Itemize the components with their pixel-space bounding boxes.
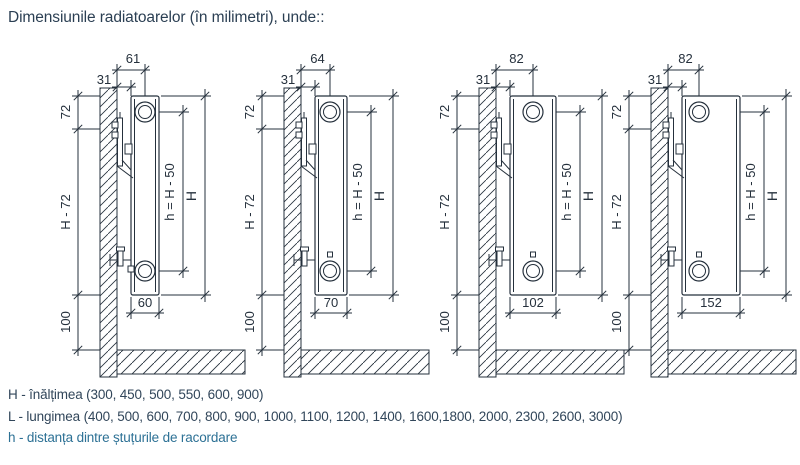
floor-section: [496, 350, 624, 374]
legend-port-distance-h: h - distanța dintre ștuțurile de racordare: [8, 430, 238, 445]
bottom-port-inner: [324, 265, 337, 278]
wall-section: [100, 88, 117, 377]
dim-label-total-height: H: [371, 190, 387, 202]
legend-height-H: H - înălțimea (300, 450, 500, 550, 600, 900): [8, 387, 264, 402]
bracket-clip: [309, 144, 316, 154]
dim-line: [501, 160, 510, 170]
bracket-knob: [663, 122, 669, 128]
valve-body: [669, 250, 674, 266]
dim-label-top-width: 82: [678, 51, 693, 66]
bracket-knob: [663, 132, 669, 138]
bracket-knob: [296, 132, 302, 138]
dim-label-upper-height: H - 72: [58, 194, 73, 230]
vent-plug: [531, 252, 536, 257]
radiator-profile-2: [242, 51, 429, 377]
dim-line: [122, 160, 131, 170]
page-title: Dimensiunile radiatoarelor (în milimetri), unde::: [8, 9, 325, 26]
bottom-port-inner: [139, 265, 152, 278]
floor-section: [301, 350, 429, 374]
dim-label-port-distance: h = H - 50: [559, 163, 574, 221]
dim-label-upper-height: H - 72: [242, 194, 257, 230]
dim-label-top-width: 61: [125, 51, 141, 66]
dim-label-total-height: H: [580, 190, 596, 202]
top-port-inner: [324, 106, 337, 119]
dim-label-depth: 152: [700, 295, 722, 310]
valve-cap: [668, 247, 676, 251]
bracket-knob: [112, 122, 118, 128]
top-port-inner: [527, 106, 540, 119]
dim-label-top-width: 82: [509, 51, 524, 66]
valve-body: [497, 250, 502, 266]
bracket-clip: [504, 144, 511, 154]
dim-line: [306, 160, 315, 170]
dim-label-wall-offset: 31: [96, 72, 112, 87]
dim-label-port-distance: h = H - 50: [350, 163, 365, 221]
dim-label-depth: 60: [137, 295, 153, 310]
bracket-clip: [125, 144, 132, 154]
dim-label-top-gap: 72: [58, 104, 73, 120]
bracket-knob: [491, 132, 497, 138]
dim-label-total-height: H: [183, 190, 199, 202]
bracket-knob: [296, 122, 302, 128]
dim-label-floor-gap: 100: [609, 311, 624, 333]
wall-section: [479, 88, 496, 377]
radiator-profile-1: [58, 51, 245, 377]
vent-plug: [697, 252, 702, 257]
wall-section: [284, 88, 301, 377]
radiator-profile-3: [437, 51, 624, 377]
bottom-port-inner: [693, 265, 706, 278]
dim-label-top-gap: 72: [437, 104, 452, 120]
dim-label-total-height: H: [764, 190, 780, 202]
dim-label-wall-offset: 31: [280, 72, 296, 87]
floor-section: [117, 350, 245, 374]
vent-plug: [328, 252, 333, 257]
dim-label-top-width: 64: [310, 51, 325, 66]
dim-label-depth: 70: [323, 295, 339, 310]
bottom-port-inner: [527, 265, 540, 278]
valve-body: [302, 250, 307, 266]
dim-label-wall-offset: 31: [647, 72, 663, 87]
dim-label-upper-height: H - 72: [609, 194, 624, 230]
dim-label-floor-gap: 100: [242, 311, 257, 333]
dim-label-port-distance: h = H - 50: [743, 163, 758, 221]
wall-section: [651, 88, 668, 377]
dim-label-top-gap: 72: [242, 104, 257, 120]
valve-cap: [496, 247, 504, 251]
dim-label-top-gap: 72: [609, 104, 624, 120]
top-port-inner: [693, 106, 706, 119]
bracket-clip: [676, 144, 683, 154]
dim-label-wall-offset: 31: [475, 72, 491, 87]
dim-line: [673, 160, 682, 170]
radiator-profile-4: [609, 51, 796, 377]
floor-section: [668, 350, 796, 374]
legend: [8, 384, 622, 449]
dim-label-floor-gap: 100: [437, 311, 452, 333]
valve-cap: [117, 247, 125, 251]
top-port-inner: [139, 106, 152, 119]
dim-label-depth: 102: [522, 295, 544, 310]
drain-plug: [128, 266, 134, 272]
valve-body: [118, 250, 123, 266]
dim-label-upper-height: H - 72: [437, 194, 452, 230]
dim-label-floor-gap: 100: [58, 311, 73, 333]
valve-cap: [301, 247, 309, 251]
dim-label-port-distance: h = H - 50: [162, 163, 177, 221]
bracket-knob: [491, 122, 497, 128]
bracket-knob: [112, 132, 118, 138]
legend-length-L: L - lungimea (400, 500, 600, 700, 800, 900, 1000, 1100, 1200, 1400, 1600,1800, 2000, 2300, 2600, 3000): [8, 408, 623, 424]
